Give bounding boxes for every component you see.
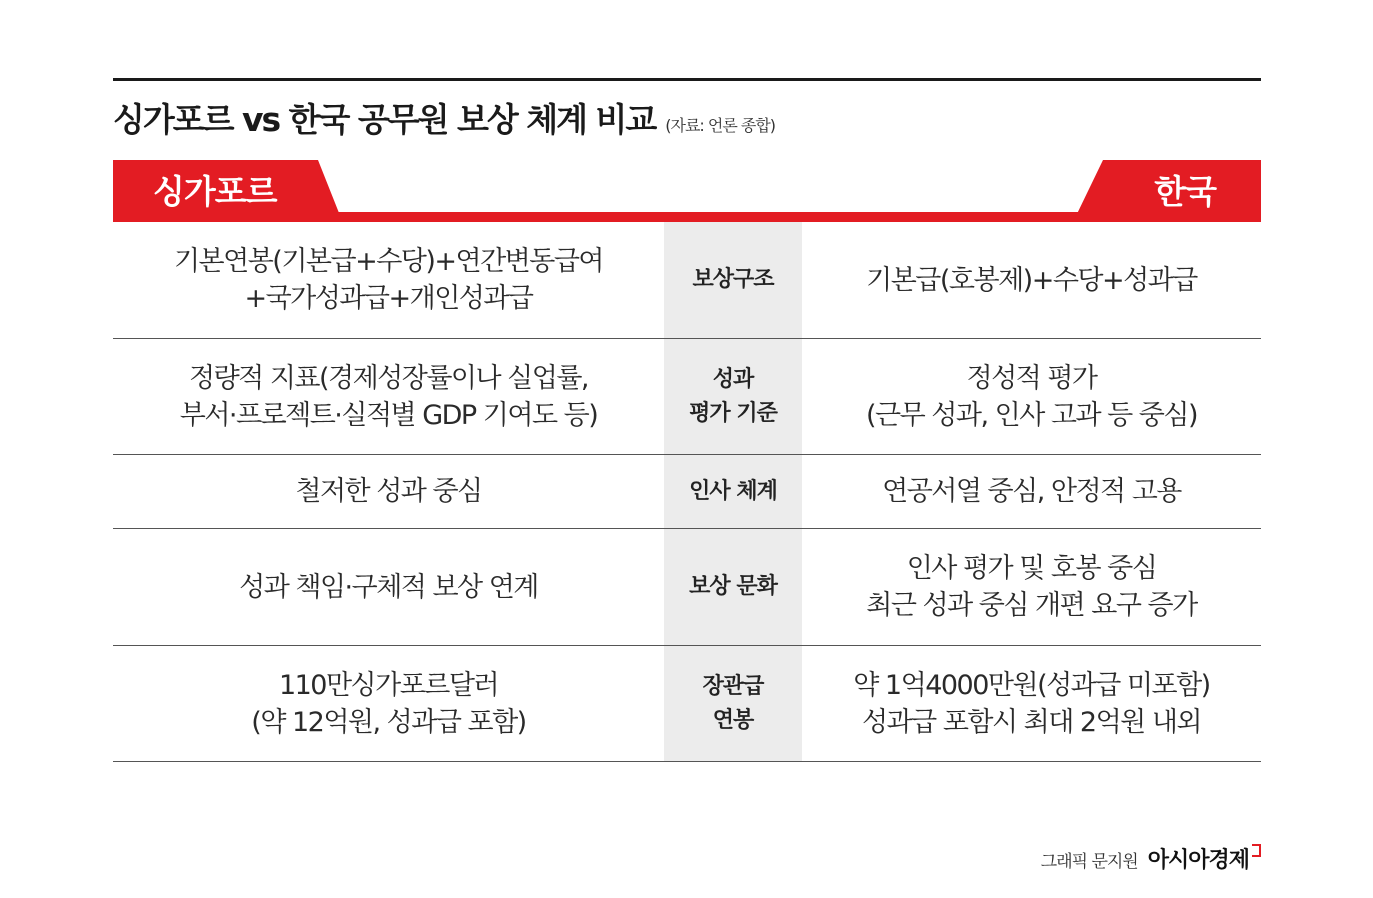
cell-line: 정량적 지표(경제성장률이나 실업률, xyxy=(188,362,588,394)
cell-line: 연공서열 중심, 안정적 고용 xyxy=(882,476,1181,507)
country-banner xyxy=(113,160,1261,222)
page-title: 싱가포르 vs 한국 공무원 보상 체계 비교 xyxy=(113,100,656,139)
cell-line: 최근 성과 중심 개편 요구 증가 xyxy=(866,590,1197,621)
comparison-table xyxy=(113,222,1261,762)
korea-cell xyxy=(802,455,1261,528)
singapore-cell xyxy=(113,529,664,645)
label-line: 장관급 xyxy=(702,673,764,699)
category-label xyxy=(664,529,802,645)
cell-line: 철저한 성과 중심 xyxy=(295,476,482,507)
cell-line: 기본연봉(기본급+수당)+연간변동급여 xyxy=(173,246,604,277)
korea-cell xyxy=(802,222,1261,338)
singapore-cell xyxy=(113,646,664,761)
label-line: 인사 체계 xyxy=(689,478,777,504)
cell-line: (근무 성과, 인사 고과 등 중심) xyxy=(866,399,1197,431)
cell-line: (약 12억원, 성과급 포함) xyxy=(251,706,526,738)
label-line: 보상 문화 xyxy=(689,574,777,599)
brand-logo: 아시아경제 xyxy=(1147,848,1249,873)
singapore-cell xyxy=(113,222,664,338)
title-row xyxy=(113,94,775,141)
category-label xyxy=(664,646,802,761)
cell-line: 정성적 평가 xyxy=(966,362,1097,394)
cell-line: 부서·프로젝트·실적별 GDP 기여도 등) xyxy=(179,399,598,431)
table-row xyxy=(113,455,1261,529)
brand-mark-icon xyxy=(1252,844,1261,857)
singapore-cell xyxy=(113,455,664,528)
tab-korea: 한국 xyxy=(1154,172,1216,211)
footer-credit xyxy=(1041,843,1261,874)
table-row xyxy=(113,339,1261,455)
category-label xyxy=(664,455,802,528)
korea-cell xyxy=(802,529,1261,645)
korea-cell xyxy=(802,646,1261,761)
label-line: 평가 기준 xyxy=(689,400,777,426)
category-label xyxy=(664,339,802,454)
cell-line: 약 1억4000만원(성과급 미포함) xyxy=(853,669,1210,701)
cell-line: +국가성과급+개인성과급 xyxy=(244,283,533,314)
source-note: (자료: 언론 종합) xyxy=(665,116,776,135)
cell-line: 기본급(호봉제)+수당+성과급 xyxy=(866,264,1197,296)
label-line: 성과 xyxy=(712,366,754,392)
banner-shapes xyxy=(113,160,1261,222)
category-label xyxy=(664,222,802,338)
table-row xyxy=(113,646,1261,762)
cell-line: 110만싱가포르달러 xyxy=(278,669,499,701)
top-rule xyxy=(113,78,1261,81)
tab-singapore: 싱가포르 xyxy=(153,172,277,211)
cell-line: 인사 평가 및 호봉 중심 xyxy=(906,553,1157,584)
cell-line: 성과급 포함시 최대 2억원 내외 xyxy=(862,706,1201,738)
label-line: 연봉 xyxy=(712,707,754,733)
cell-line: 성과 책임·구체적 보상 연계 xyxy=(239,571,538,603)
label-line: 보상구조 xyxy=(692,267,774,292)
table-row xyxy=(113,222,1261,339)
singapore-cell xyxy=(113,339,664,454)
graphic-credit: 그래픽 문지원 xyxy=(1040,852,1138,872)
korea-cell xyxy=(802,339,1261,454)
table-row xyxy=(113,529,1261,646)
